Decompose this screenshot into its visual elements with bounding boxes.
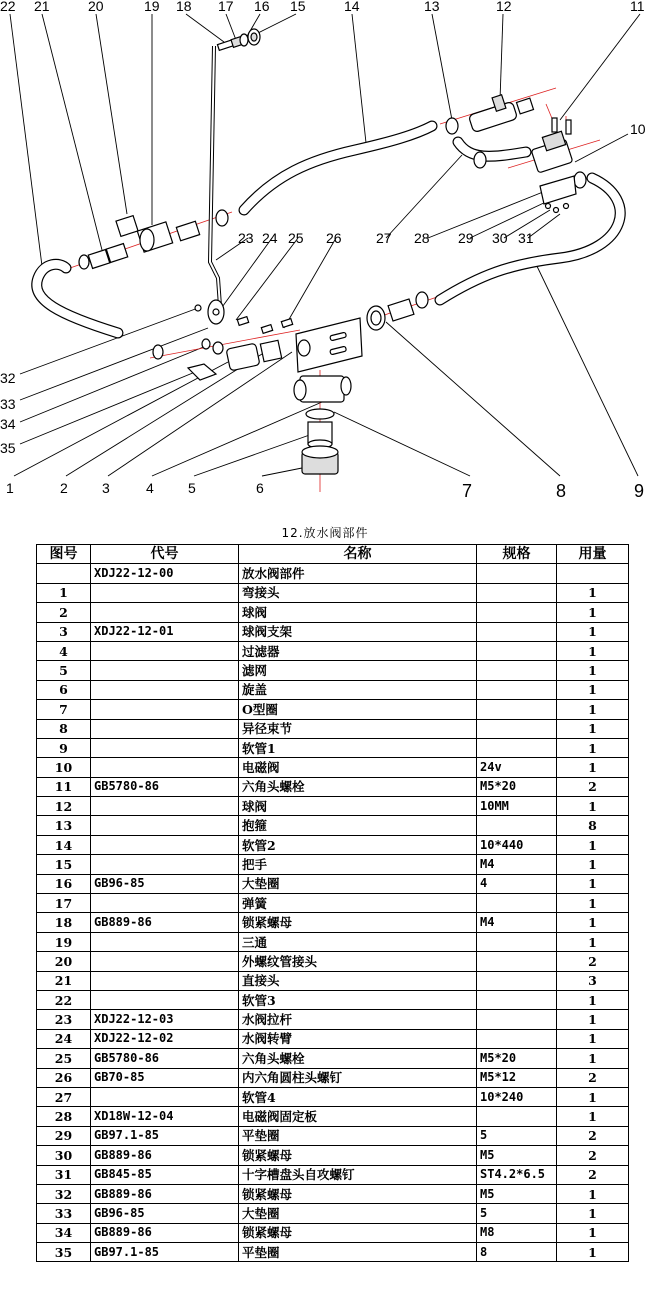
table-row	[37, 661, 629, 680]
header-name: 名称	[239, 545, 477, 564]
cell-name: 球阀	[239, 603, 477, 622]
cell-no: 4	[37, 641, 91, 660]
table-row	[37, 777, 629, 796]
cell-no: 9	[37, 738, 91, 757]
header-no: 图号	[37, 545, 91, 564]
cell-name: 弹簧	[239, 894, 477, 913]
cell-qty: 1	[557, 1184, 629, 1203]
cell-spec: M4	[477, 913, 557, 932]
cell-no: 29	[37, 1126, 91, 1145]
cell-name: 滤网	[239, 661, 477, 680]
cell-no: 11	[37, 777, 91, 796]
table-row	[37, 874, 629, 893]
cell-name: 直接头	[239, 971, 477, 990]
cell-name: 软管2	[239, 835, 477, 854]
cell-spec	[477, 1029, 557, 1048]
table-row	[37, 1107, 629, 1126]
cell-qty: 1	[557, 1010, 629, 1029]
cell-spec: M4	[477, 855, 557, 874]
table-row	[37, 738, 629, 757]
callout-1: 1	[6, 480, 14, 496]
callout-23: 23	[238, 230, 254, 246]
cell-code: GB97.1-85	[91, 1126, 239, 1145]
cell-spec: 10*440	[477, 835, 557, 854]
cell-code	[91, 932, 239, 951]
cell-no: 10	[37, 758, 91, 777]
cell-spec	[477, 971, 557, 990]
drain-valve-assembly	[153, 292, 428, 474]
cell-no: 17	[37, 894, 91, 913]
cell-spec: M5*20	[477, 777, 557, 796]
cell-code: XDJ22-12-01	[91, 622, 239, 641]
cell-no: 31	[37, 1165, 91, 1184]
cell-name: 三通	[239, 932, 477, 951]
cell-spec: 10MM	[477, 797, 557, 816]
table-row	[37, 603, 629, 622]
cell-no: 30	[37, 1146, 91, 1165]
cell-code	[91, 1087, 239, 1106]
cell-name: 球阀	[239, 797, 477, 816]
callout-10: 10	[630, 121, 646, 137]
cell-name: O型圈	[239, 700, 477, 719]
cell-qty	[557, 564, 629, 583]
callout-30: 30	[492, 230, 508, 246]
table-row	[37, 990, 629, 1009]
callout-21: 21	[34, 0, 50, 14]
cell-no: 33	[37, 1204, 91, 1223]
cell-name: 平垫圈	[239, 1126, 477, 1145]
cell-qty: 2	[557, 1068, 629, 1087]
callout-18: 18	[176, 0, 192, 14]
cell-name: 电磁阀	[239, 758, 477, 777]
callout-28: 28	[414, 230, 430, 246]
cell-spec	[477, 641, 557, 660]
cell-spec	[477, 564, 557, 583]
cell-qty: 1	[557, 1029, 629, 1048]
cell-spec	[477, 622, 557, 641]
table-row	[37, 622, 629, 641]
cell-qty: 1	[557, 680, 629, 699]
table-row	[37, 758, 629, 777]
callout-11: 11	[630, 0, 645, 14]
table-row	[37, 894, 629, 913]
cell-spec	[477, 990, 557, 1009]
cell-no: 15	[37, 855, 91, 874]
cell-code: GB845-85	[91, 1165, 239, 1184]
cell-spec: 10*240	[477, 1087, 557, 1106]
cell-name: 外螺纹管接头	[239, 952, 477, 971]
cell-name: 软管4	[239, 1087, 477, 1106]
cell-no: 2	[37, 603, 91, 622]
cell-name: 放水阀部件	[239, 564, 477, 583]
cell-name: 六角头螺栓	[239, 1049, 477, 1068]
cell-spec	[477, 894, 557, 913]
cell-spec	[477, 661, 557, 680]
cell-qty: 1	[557, 1204, 629, 1223]
cell-no: 3	[37, 622, 91, 641]
hose-4	[458, 142, 526, 156]
cell-name: 水阀转臂	[239, 1029, 477, 1048]
cell-qty: 2	[557, 1165, 629, 1184]
table-row	[37, 1165, 629, 1184]
cell-code: GB5780-86	[91, 1049, 239, 1068]
cell-name: 软管1	[239, 738, 477, 757]
cell-qty: 1	[557, 990, 629, 1009]
callout-25: 25	[288, 230, 304, 246]
cell-qty: 2	[557, 952, 629, 971]
cell-code	[91, 583, 239, 602]
cell-qty: 1	[557, 738, 629, 757]
cell-name: 十字槽盘头自攻螺钉	[239, 1165, 477, 1184]
cell-name: 球阀支架	[239, 622, 477, 641]
cell-spec: M8	[477, 1223, 557, 1242]
cell-qty: 2	[557, 1146, 629, 1165]
callout-14: 14	[344, 0, 360, 14]
cell-spec	[477, 816, 557, 835]
cell-spec	[477, 603, 557, 622]
cell-name: 大垫圈	[239, 874, 477, 893]
cell-name: 软管3	[239, 990, 477, 1009]
cell-qty: 1	[557, 913, 629, 932]
cell-no: 6	[37, 680, 91, 699]
cell-qty: 1	[557, 758, 629, 777]
callout-4: 4	[146, 480, 154, 496]
callout-27: 27	[376, 230, 392, 246]
cell-no: 25	[37, 1049, 91, 1068]
cell-code	[91, 661, 239, 680]
table-body	[37, 564, 629, 1262]
table-row	[37, 680, 629, 699]
cell-spec: 24v	[477, 758, 557, 777]
cell-spec: 5	[477, 1126, 557, 1145]
cell-no: 8	[37, 719, 91, 738]
cell-qty: 1	[557, 1049, 629, 1068]
callout-26: 26	[326, 230, 342, 246]
cell-name: 六角头螺栓	[239, 777, 477, 796]
cell-code: GB889-86	[91, 1184, 239, 1203]
cell-qty: 8	[557, 816, 629, 835]
table-row	[37, 1029, 629, 1048]
cell-name: 内六角圆柱头螺钉	[239, 1068, 477, 1087]
cell-qty: 1	[557, 700, 629, 719]
table-row	[37, 1223, 629, 1242]
leader-lines	[10, 14, 640, 476]
cell-no: 35	[37, 1243, 91, 1262]
cell-code	[91, 641, 239, 660]
hose-3	[37, 264, 118, 333]
cell-code	[91, 894, 239, 913]
callout-17: 17	[218, 0, 234, 14]
exploded-assembly-diagram	[0, 0, 650, 510]
cell-no: 19	[37, 932, 91, 951]
cell-qty: 1	[557, 1243, 629, 1262]
cell-qty: 1	[557, 641, 629, 660]
callout-16: 16	[254, 0, 270, 14]
cell-no: 28	[37, 1107, 91, 1126]
cell-name: 锁紧螺母	[239, 1146, 477, 1165]
cell-no: 26	[37, 1068, 91, 1087]
callout-34: 34	[0, 416, 16, 432]
table-row	[37, 932, 629, 951]
table-row	[37, 1146, 629, 1165]
header-spec: 规格	[477, 545, 557, 564]
cell-code: XD18W-12-04	[91, 1107, 239, 1126]
cell-qty: 2	[557, 777, 629, 796]
callout-7: 7	[462, 481, 473, 501]
cell-qty: 1	[557, 835, 629, 854]
cell-name: 旋盖	[239, 680, 477, 699]
table-row	[37, 835, 629, 854]
cell-code	[91, 700, 239, 719]
ball-valve-top	[446, 95, 534, 134]
cell-spec	[477, 952, 557, 971]
callout-3: 3	[102, 480, 110, 496]
table-row	[37, 700, 629, 719]
cell-code: GB96-85	[91, 874, 239, 893]
cell-code	[91, 680, 239, 699]
table-row	[37, 952, 629, 971]
cell-spec	[477, 1107, 557, 1126]
solenoid-valve	[474, 118, 586, 213]
table-row	[37, 1010, 629, 1029]
cell-spec: M5	[477, 1184, 557, 1203]
cell-code: GB889-86	[91, 913, 239, 932]
cell-no: 5	[37, 661, 91, 680]
cell-qty: 3	[557, 971, 629, 990]
cell-code	[91, 855, 239, 874]
cell-qty: 1	[557, 1223, 629, 1242]
cell-spec	[477, 583, 557, 602]
cell-no: 27	[37, 1087, 91, 1106]
cell-code: GB70-85	[91, 1068, 239, 1087]
cell-spec: 8	[477, 1243, 557, 1262]
cell-no: 13	[37, 816, 91, 835]
pull-rod	[210, 46, 220, 306]
cell-no	[37, 564, 91, 583]
cell-name: 大垫圈	[239, 1204, 477, 1223]
callout-8: 8	[556, 481, 567, 501]
callout-15: 15	[290, 0, 306, 14]
cell-name: 把手	[239, 855, 477, 874]
cell-name: 电磁阀固定板	[239, 1107, 477, 1126]
cell-qty: 1	[557, 797, 629, 816]
cell-no: 32	[37, 1184, 91, 1203]
cell-qty: 1	[557, 894, 629, 913]
cell-code: GB96-85	[91, 1204, 239, 1223]
cell-code	[91, 719, 239, 738]
table-row	[37, 583, 629, 602]
table-row	[37, 913, 629, 932]
cell-spec	[477, 700, 557, 719]
parts-list-table	[36, 544, 629, 1262]
callout-2: 2	[60, 480, 68, 496]
callout-12: 12	[496, 0, 512, 14]
cell-name: 锁紧螺母	[239, 913, 477, 932]
cell-qty: 1	[557, 583, 629, 602]
callout-6: 6	[256, 480, 264, 496]
cell-qty: 1	[557, 1107, 629, 1126]
cell-qty: 1	[557, 719, 629, 738]
cell-code: XDJ22-12-02	[91, 1029, 239, 1048]
cell-no: 14	[37, 835, 91, 854]
cell-qty: 1	[557, 855, 629, 874]
header-code: 代号	[91, 545, 239, 564]
cell-no: 22	[37, 990, 91, 1009]
cell-no: 23	[37, 1010, 91, 1029]
cell-spec	[477, 680, 557, 699]
table-row	[37, 1126, 629, 1145]
cell-spec	[477, 719, 557, 738]
cell-no: 24	[37, 1029, 91, 1048]
cell-qty: 1	[557, 603, 629, 622]
cell-spec: M5*12	[477, 1068, 557, 1087]
callout-32: 32	[0, 370, 16, 386]
cell-name: 锁紧螺母	[239, 1184, 477, 1203]
cell-spec	[477, 1010, 557, 1029]
cell-code	[91, 990, 239, 1009]
cell-code	[91, 835, 239, 854]
table-row	[37, 1049, 629, 1068]
figure-caption: 12.放水阀部件	[281, 526, 369, 540]
cell-qty: 1	[557, 622, 629, 641]
handle-parts	[217, 29, 260, 50]
cell-spec	[477, 738, 557, 757]
table-row	[37, 1243, 629, 1262]
cell-no: 7	[37, 700, 91, 719]
cell-code	[91, 603, 239, 622]
callout-19: 19	[144, 0, 160, 14]
cell-spec: ST4.2*6.5	[477, 1165, 557, 1184]
cell-name: 弯接头	[239, 583, 477, 602]
cell-code	[91, 952, 239, 971]
cell-code	[91, 816, 239, 835]
cell-code: GB5780-86	[91, 777, 239, 796]
cell-name: 锁紧螺母	[239, 1223, 477, 1242]
callout-33: 33	[0, 396, 16, 412]
cell-no: 34	[37, 1223, 91, 1242]
cell-spec	[477, 932, 557, 951]
table-header-row	[37, 545, 629, 564]
cell-no: 16	[37, 874, 91, 893]
cell-code: XDJ22-12-03	[91, 1010, 239, 1029]
cell-spec: 4	[477, 874, 557, 893]
cell-code	[91, 738, 239, 757]
cell-code: XDJ22-12-00	[91, 564, 239, 583]
callout-5: 5	[188, 480, 196, 496]
callout-31: 31	[518, 230, 534, 246]
cell-spec: M5*20	[477, 1049, 557, 1068]
table-row	[37, 641, 629, 660]
cell-code	[91, 971, 239, 990]
header-qty: 用量	[557, 545, 629, 564]
cell-name: 过滤器	[239, 641, 477, 660]
callout-24: 24	[262, 230, 278, 246]
cell-code	[91, 758, 239, 777]
cell-qty: 2	[557, 1126, 629, 1145]
cell-no: 18	[37, 913, 91, 932]
callout-9: 9	[634, 481, 645, 501]
callout-22: 22	[0, 0, 16, 14]
table-row	[37, 971, 629, 990]
cell-name: 平垫圈	[239, 1243, 477, 1262]
table-row	[37, 564, 629, 583]
callout-20: 20	[88, 0, 104, 14]
cell-spec: 5	[477, 1204, 557, 1223]
cell-code: GB97.1-85	[91, 1243, 239, 1262]
cell-no: 12	[37, 797, 91, 816]
cell-no: 21	[37, 971, 91, 990]
left-fittings	[79, 210, 228, 269]
cell-no: 1	[37, 583, 91, 602]
callout-29: 29	[458, 230, 474, 246]
table-row	[37, 1204, 629, 1223]
table-row	[37, 816, 629, 835]
hose-2	[244, 126, 432, 210]
table-row	[37, 1087, 629, 1106]
table-row	[37, 719, 629, 738]
cell-code: GB889-86	[91, 1223, 239, 1242]
cell-qty: 1	[557, 661, 629, 680]
cell-code	[91, 797, 239, 816]
table-row	[37, 1068, 629, 1087]
callout-35: 35	[0, 440, 16, 456]
table-row	[37, 855, 629, 874]
cell-spec: M5	[477, 1146, 557, 1165]
cell-qty: 1	[557, 1087, 629, 1106]
cell-name: 抱箍	[239, 816, 477, 835]
cell-qty: 1	[557, 874, 629, 893]
cell-name: 异径束节	[239, 719, 477, 738]
table-row	[37, 1184, 629, 1203]
cell-qty: 1	[557, 932, 629, 951]
cell-no: 20	[37, 952, 91, 971]
cell-code: GB889-86	[91, 1146, 239, 1165]
callout-13: 13	[424, 0, 440, 14]
table-row	[37, 797, 629, 816]
cell-name: 水阀拉杆	[239, 1010, 477, 1029]
